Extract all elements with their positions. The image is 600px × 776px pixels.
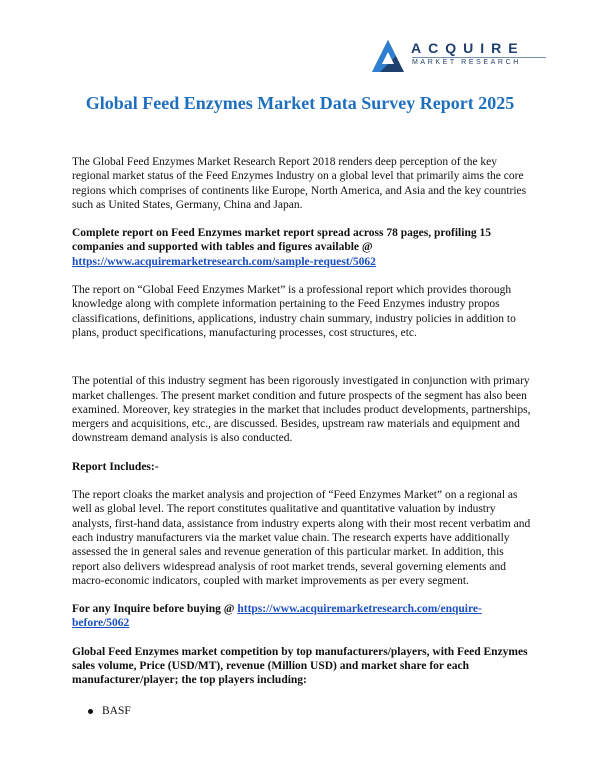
complete-report-text: Complete report on Feed Enzymes market report spread across 78 pages, profiling 15 companies and supported with tables and figures available @ bbox=[72, 227, 491, 254]
inquire-text: For any Inquire before buying @ bbox=[72, 603, 235, 616]
intro-paragraph: The Global Feed Enzymes Market Research Report 2018 renders deep perception of the key regional market status of the Feed Enzymes Industry on a global level that primarily aims the core regions which comprises of continents like Europe, North America, and Asia and the key countries such as United States, Germany, China and Japan. bbox=[72, 156, 527, 211]
document-body bbox=[72, 155, 532, 718]
list-item bbox=[72, 704, 532, 718]
page-title: Global Feed Enzymes Market Data Survey Report 2025 bbox=[85, 93, 515, 113]
acquire-logo bbox=[370, 36, 550, 76]
sample-request-link[interactable]: https://www.acquiremarketresearch.com/sample-request/5062 bbox=[72, 255, 376, 268]
players-list bbox=[72, 704, 532, 718]
logo-name: ACQUIRE bbox=[411, 40, 525, 56]
competition-paragraph: Global Feed Enzymes market competition by top manufacturers/players, with Feed Enzymes sales volume, Price (USD/MT), revenue (Million USD) and market share for each manufacturer/player; the top players including: bbox=[72, 645, 528, 687]
report-includes-heading: Report Includes:- bbox=[72, 460, 159, 473]
enquire-before-link[interactable]: https://www.acquiremarketresearch.com/enquire-before/5062 bbox=[72, 603, 482, 630]
bullet-icon bbox=[88, 709, 93, 714]
logo-subtitle: MARKET RESEARCH bbox=[412, 59, 521, 66]
triangle-logo-icon bbox=[370, 38, 406, 74]
cloaks-paragraph: The report cloaks the market analysis and projection of “Feed Enzymes Market” on a regional as well as global level. The report constitutes qualitative and quantitative valuation by industry analysts, first-hand data, assistance from industry experts along with their most recent verbatim and each industry manufacturers via the market value chain. The research experts have additionally assessed the in general sales and revenue generation of this particular market. In addition, this report also delivers widespread analysis of root market trends, several governing elements and macro-economic indicators, coupled with market improvements as per every segment. bbox=[72, 489, 531, 587]
logo-divider bbox=[412, 57, 546, 58]
report-on-paragraph: The report on “Global Feed Enzymes Market” is a professional report which provides thorough knowledge along with complete information pertaining to the Feed Enzymes industry propos classifications, definitions, applications, industry chain summary, industry policies in addition to plans, product specifications, manufacturing processes, cost structures, etc. bbox=[72, 284, 516, 339]
inquire-paragraph bbox=[72, 602, 532, 631]
potential-paragraph: The potential of this industry segment has been rigorously investigated in conjunction with primary market challenges. The present market condition and future prospects of the segment has also been examined. Moreover, key strategies in the market that includes product developments, partnerships, mergers and acquisitions, etc., are discussed. Besides, upstream raw materials and equipment and downstream demand analysis is also conducted. bbox=[72, 375, 531, 445]
player-name: BASF bbox=[102, 704, 131, 717]
complete-report-paragraph bbox=[72, 226, 532, 269]
